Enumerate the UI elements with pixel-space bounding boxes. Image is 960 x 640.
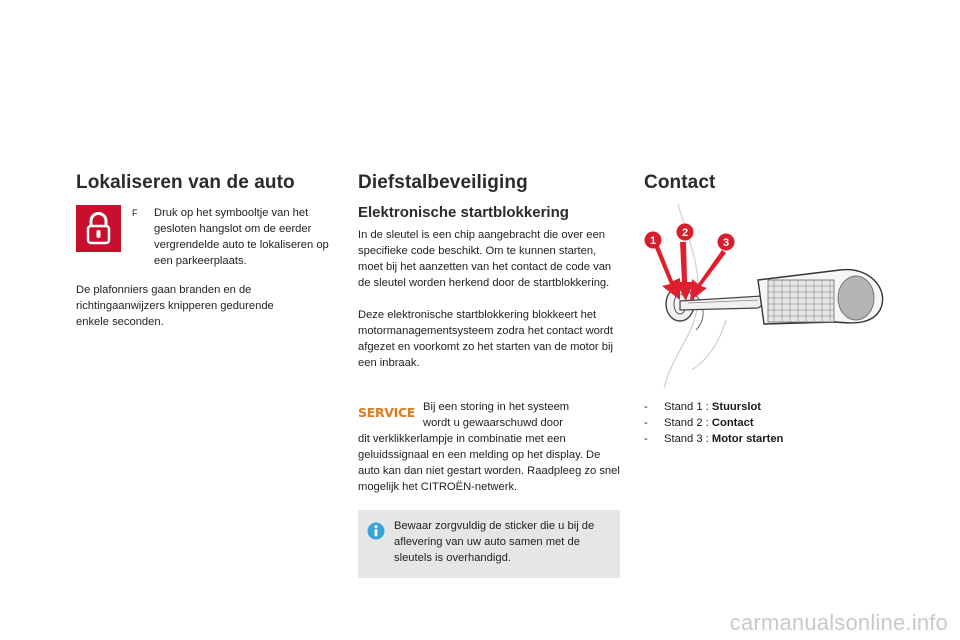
service-text-line1: Bij een storing in het systeem (423, 401, 570, 413)
svg-text:3: 3 (722, 237, 730, 249)
info-note-text: Bewaar zorgvuldig de sticker die u bij de aflevering van uw auto samen met de sleutels is overhandigd. (394, 520, 595, 564)
list-item: - Stand 3 : Motor starten (644, 433, 784, 445)
chip-paragraph: In de sleutel is een chip aangebracht die over een specifieke code beschikt. Om te kunnen starten, moet bij het aanzetten van het contact de code van de sleutel worden herkend door de startblokkering. (358, 229, 612, 289)
locate-instruction-text: Druk op het symbooltje van het gesloten hangslot om de eerder vergrendelde auto te lokaliseren op een parkeerplaats. (154, 207, 329, 267)
position-marker-3 (717, 233, 735, 256)
list-item: - Stand 2 : Contact (644, 417, 754, 429)
title-contact: Contact (644, 172, 716, 193)
title-lokaliseren: Lokaliseren van de auto (76, 172, 295, 193)
stand-list (644, 399, 864, 447)
subtitle-startblokkering: Elektronische startblokkering (358, 204, 569, 221)
watermark: carmanualsonline.info (729, 610, 948, 635)
title-diefstalbeveiliging: Diefstalbeveiliging (358, 172, 528, 193)
key-ignition-illustration (640, 200, 890, 390)
svg-text:2: 2 (681, 227, 689, 239)
bullet-marker: F (132, 208, 138, 218)
lock-icon (76, 205, 121, 252)
locate-instruction (132, 205, 332, 269)
position-marker-1 (644, 231, 662, 254)
position-marker-2 (676, 223, 694, 246)
service-text-body: dit verklikkerlampje in combinatie met een geluidssignaal en een melding op het display. De auto kan dan niet gestart worden. Raadpleeg zo snel mogelijk het CITROËN-netwerk. (358, 433, 620, 493)
list-item: - Stand 1 : Stuurslot (644, 401, 762, 413)
lights-paragraph: De plafonniers gaan branden en de richtingaanwijzers knipperen gedurende enkele seconden. (76, 284, 274, 328)
info-icon (367, 522, 385, 545)
service-warning-icon: SERVICE (358, 405, 416, 420)
svg-text:1: 1 (649, 235, 657, 247)
immobilizer-paragraph: Deze elektronische startblokkering blokkeert het motormanagementsysteem zodra het contact wordt afgezet en voorkomt zo het starten van de motor bij een inbraak. (358, 309, 613, 369)
info-note (358, 510, 620, 578)
service-text-line2: wordt u gewaarschuwd door (423, 417, 563, 429)
